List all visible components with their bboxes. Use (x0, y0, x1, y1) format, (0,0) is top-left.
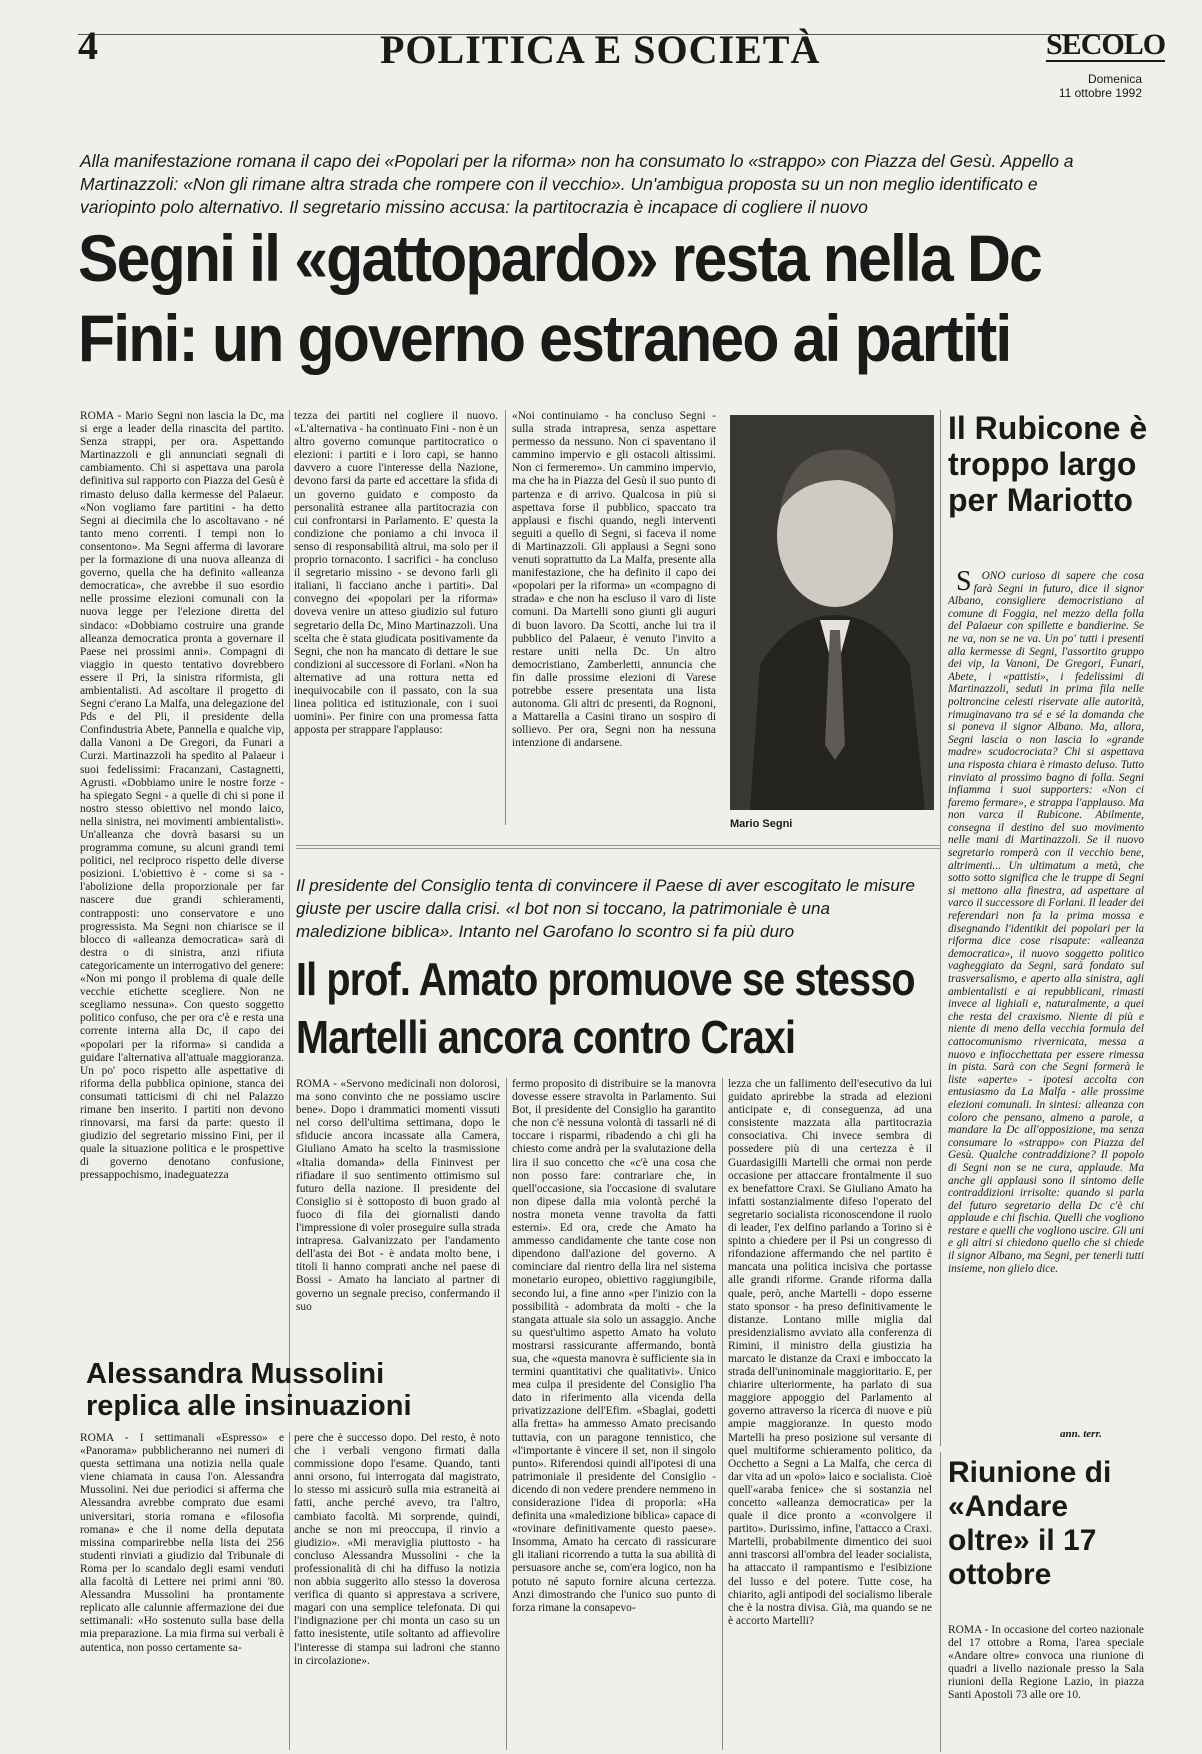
column-divider (505, 410, 506, 825)
sidebar-signature: ann. terr. (1060, 1428, 1102, 1440)
drop-cap: S (956, 570, 972, 597)
photo-caption: Mario Segni (730, 818, 793, 830)
amato-kicker: Il presidente del Consiglio tenta di convincere il Paese di aver escogitato le misure giuste per uscire dalla crisi. «I bot non si toccano, la patrimoniale è una maledizione biblica». Intanto nel Garofano lo scontro si fa più duro (296, 876, 915, 941)
column-divider (289, 410, 290, 1415)
amato-column-3-text: lezza che un fallimento dell'esecutivo da lui guidato aprirebbe la strada ad elezioni anticipate e, di conseguenza, ad una consistente mazzata alla partitocrazia consociativa. Chi invece sembra di possedere più di una certezza è il Guardasigilli Martelli che ormai non perde occasione per attaccare frontalmente il suo ex benefattore Craxi. Se Giuliano Amato ha infatti sostanzialmente difeso l'operato del segretario socialista riconoscendone il ruolo di leader, l'ex delfino parlando a Torino si è spinto a chiedere per il Psi un congresso di rifondazione affermando che nel partito è mancata una politica incisiva che portasse alle grandi riforme. Grande riforma dalla quale, però, anche Martelli - dopo esserne stato sponsor - ha preso definitivamente le distanze. Lontano mille miglia dal presidenzialismo avviato alla conferenza di Rimini, il ministro della giustizia ha marcato le distanze da Craxi e imboccato la strada dell'uninominale maggioritario. E, per chiarire ulteriormente, ha parlato di sua maggiore appoggio del Parlamento al governo attraverso la ricerca di nuove e più ampie maggioranze. In questo modo Martelli ha preso posizione sul versante di quel multiforme schieramento politico, da Occhetto a Segni a La Malfa, che cerca di dar vita ad un «polo» laico e socialista. Cioè quell'«araba fenice» che si sostanzia nel concetto «alleanza democratica» per la quale il dice pronto a «convolgere il partito». Durissimo, infine, l'attacco a Craxi. Martelli, probabilmente dimentico dei suoi anni trascorsi all'ombra del leader socialista, ha attaccato il rampantismo e l'esibizione del lusso e del potere. Tutte cose, ha chiarito, agli antipodi del socialismo liberale che è la nostra divisa. Già, ma quando se ne è accorto Martelli? (728, 1078, 932, 1627)
lead-column-2-text: tezza dei partiti nel cogliere il nuovo. «L'alternativa - ha continuato Fini - non è un altro governo comunque partitocratico o elezioni: i partiti e i loro capi, se hanno davvero a cuore l'interesse della Nazione, devono farsi da parte ed accettare la sfida di un governo guidato e composto da personalità estranee alla partitocrazia con cui confrontarsi in Parlamento. E' questa la condizione che poniamo a chi invoca il senso di responsabilità altrui, ma solo per il proprio tornaconto. I sacrifici - ha concluso il segretario missino - se devono farli gli italiani, li facciano anche i partiti». Dal convegno dei «popolari per la riforma» doveva venire un atteso giudizio sul futuro segretario della Dc, Mino Martinazzoli. Una scelta che è stata giudicata positivamente da Segni, che non ha mancato di dettare le sue condizioni al successore di Forlani. «Non ha alternative ad una rottura netta ed inequivocabile con il passato, con la sua linea politica ed istituzionale, con i suoi uomini». Per finire con una promessa fatta apposta per strappare l'applauso: (294, 410, 498, 737)
amato-column-1-text: ROMA - «Servono medicinali non dolorosi, ma sono convinto che ne possiamo uscire bene». Dopo i drammatici momenti vissuti nel corso dell'ultima settimana, dopo le sfiducie ancora incassate alla Camera, Giuliano Amato ha scelto la trasmissione «Italia domanda» della Fininvest per rifiadare il suo sentimento ottimismo sul futuro della nazione. Il presidente del Consiglio si è sottoposto di buon grado al fuoco di fila dei giornalisti dando l'impressione di voler proseguire sulla strada intrapresa. Galvanizzato per l'andamento dell'asta dei Bot - è andata molto bene, i titoli li hanno comprati anche nel paese di Bossi - Amato ha lanciato al partner di governo un segnale preciso, confermando il suo (296, 1078, 500, 1313)
portrait-illustration (730, 415, 934, 810)
mussolini-headline (86, 1358, 506, 1422)
sidebar-text: ONO curioso di sapere che cosa farà Segni in futuro, dice il signor Albano, consigliere democristiano al comune di Foggia, nel mezzo della folla del Palaeur con spillette e bandierine. Se ne va, non se ne va. Un po' tutti i presenti alla kermesse di Segni, l'assortito gruppo dei vip, la Vanoni, De Gregori, Funari, Abete, i «pattisti», i fedelissimi di Martinazzoli, seduti in prima fila nelle poltroncine celesti riservate alle autorità, rimuginavano tra sé e sé la domanda che si poneva il signor Albano. Ma, allora, Segni lascia o non lascia lo «grande madre» scudocrociata? Chi si aspettava una risposta chiara è rimasto deluso. Tutto rinviato al prossimo bagno di folla. Segni infiamma i suoi supporters: «Non ci faremo fermare», e strappa l'applauso. Ma non varca il Rubicone. Abilmente, consegna il destino del suo movimento nelle mani di Martinazzoli. Se il nuovo segretario romperà con il vecchio bene, altrimenti... Un ultimatum a metà, che sotto sotto significa che le truppe di Segni si mettono alla finestra, ad aspettare al varco il successore di Forlani. Il leader dei referendari non fa la prima mossa e disegnando l'identikit dei popolari per la riforma dice cose risapute: «alleanza democratica», il nuovo soggetto politico vagheggiato da Segni, sarà fondato sul trasversalismo, e aperto alla sinistra, agli ambientalisti e ai repubblicani, rimasti invece al lighiali e, naturalmente, a quei che resta del craxismo. Niente di più e niente di meno della vecchia formula del cattocomunismo rivernicata, messa a nuovo e infiocchettata per essere rimessa in pista. Sarà con che Segni formerà le liste «aperte» - ipotesi accolta con entusiasmo da La Malfa - alle prossime elezioni comunali. In sintesi: alleanza con coloro che pensano, almeno a parole, a mandare la Dc all'opposizione, ma senza consumare lo «strappo» con Piazza del Gesù. Qualche contraddizione? Il popolo di Segni non se ne cura, applaude. Ma anche gli applausi sono il sintomo delle contraddizioni irrisolte: quando si parla del futuro segretario della Dc c'è chi applaude e chi fischia. Quelli che vogliono restare e quelli che vogliono uscire. Gli uni e gli altri si chiedono quello che si chiede il signor Albano, ma Segni, per tenerli tutti insieme, non glielo dice. (948, 570, 1144, 1275)
mussolini-column-2 (294, 1432, 500, 1750)
page-number: 4 (78, 23, 98, 68)
newspaper-logo: SECOLO (1046, 28, 1166, 61)
riunione-body (948, 1624, 1144, 1750)
amato-column-2 (512, 1078, 716, 1750)
mussolini-headline-line-1: Alessandra Mussolini (86, 1358, 385, 1390)
issue-date: 11 ottobre 1992 (1058, 86, 1142, 100)
column-divider (722, 1078, 723, 1750)
sidebar-divider (940, 410, 941, 1446)
lead-column-3-text: «Noi continuiamo - ha concluso Segni - sulla strada intrapresa, senza aspettare permesso da nessuno. Non ci spaventano il cammino impervio e gli ostacoli altissimi. Non ci fermeremo». Un cammino impervio, ma che ha in Piazza del Gesù il suo punto di partenza e di arrivo. Qualcosa in più si aspettava forse il pubblico, spaccato tra applausi e fischi quando, negli interventi seguiti a quello di Segni, si faceva il nome di Martinazzoli. Gli applausi a Segni sono venuti soprattutto da La Malfa, presente alla manifestazione, che ha definito il capo dei «popolari per la riforma» un «compagno di strada» e che non ha escluso il varo di liste comuni. Da Martelli sono giunti gli auguri di buon lavoro. Da Scotti, anche lui tra il pubblico del Palaeur, è venuto l'invito a restare uniti nella Dc. Un altro democristiano, Zamberletti, annuncia che fin dalle prossime elezioni di Varese potrebbe essere presentata una lista autonoma. Gli altri dc presenti, da Rognoni, a Mattarella a Casini tirano un sospiro di sollievo. Per ora, Segni non ha nessuna intenzione di andarsene. (512, 410, 716, 750)
mussolini-headline-line-2: replica alle insinuazioni (86, 1390, 412, 1422)
lead-column-1 (80, 410, 284, 1415)
lead-column-1-text: ROMA - Mario Segni non lascia la Dc, ma si erge a leader della rinascita del partito. Senza strappi, per ora. Aspettando Martinazzoli e gli annunciati segnali di cambiamento. Chi si aspettava una parola definitiva sul rapporto con Piazza del Gesù è rimasto deluso dalla kermesse del Palaeur. «Non vogliamo fare partitini - ha detto Segni ai diecimila che lo ascoltavano - né tanto meno correnti. I tempi non lo consentono». Ma Segni afferma di lavorare per la formazione di una nuova alleanza di governo, quella che ha definito «alleanza democratica», che avrebbe il suo esordio nelle prossime elezioni comunali con la nuova legge per l'elezione diretta del sindaco: «Dobbiamo costruire una grande alleanza democratica pronta a governare il Paese nei prossimi anni». Compagni di viaggio in questo tentativo dovrebbero essere il Pri, la sinistra riformista, gli ambientalisti. Ad ascoltare il progetto di Segni c'erano La Malfa, una delegazione del Pds e del Pli, il presidente della Confindustria Abete, Pannella e qualche vip, dalla Vanoni a De Gregori, da Funari a Curzi. Martinazzoli ha spedito al Palaeur i suoi fedelissimi: Fracanzani, Castagnetti, Agrusti. «Dobbiamo unire le nostre forze - ha spiegato Segni - a quelle di chi si pone il nostro stesso obiettivo nel mondo laico, nella sinistra, nei movimenti ambientalisti». Un'alleanza che dovrà basarsi su un programma comune, su alcuni grandi temi politici, nel reciproco rispetto delle diverse posizioni. L'obiettivo è - come si sa - l'abolizione della proporzionale per far nascere due grandi schieramenti, contrapposti: uno conservatore e uno progressista. Ma Segni non chiarisce se il blocco di «alleanza democratica» sarà di destra o di sinistra, anzi rifiuta categoricamente un interrogativo del genere: «Non mi pongo il problema di quale delle vecchie etichette scegliere. Non ne scegliamo nessuna». Con questo soggetto politico confuso, che per ora c'è e resta una corrente interna alla Dc, il capo dei «popolari per la riforma» si candida a guidare l'alternativa all'attuale maggioranza. Un po' poco rispetto alle aspettative di riforma della pubblica opinione, stanca dei consumati tatticismi di chi nel Palazzo rimane ben inserito. I partiti non devono rinnovarsi, ma farsi da parte: questo il giudizio del segretario missino Fini, per il quale la situazione politica e le prospettive di governo denotano confusione, pressappochismo, inadeguatezza (80, 410, 284, 1182)
column-divider (506, 1078, 507, 1750)
column-divider (289, 1432, 290, 1750)
amato-column-3 (728, 1078, 932, 1750)
amato-headline-line-1: Il prof. Amato promuove se stesso (296, 953, 915, 1005)
amato-headline-line-2: Martelli ancora contro Craxi (296, 1011, 796, 1063)
lead-headline-line-1: Segni il «gattopardo» resta nella Dc (78, 221, 1041, 295)
section-title: POLITICA E SOCIETÀ (380, 27, 821, 72)
lead-column-2 (294, 410, 498, 825)
amato-column-2-text: fermo proposito di distribuire se la manovra dovesse essere stravolta in Parlamento. Sui Bot, il presidente del Consiglio ha garantito che non c'è nessuna volontà di tassarli né di toccare i risparmi, ribadendo a chi gli ha chiesto come andrà per la svalutazione della lira il suo concetto che «c'è una cosa che non posso fare: contrariare che, in quell'occasione, sia l'occasione di svalutare non dipese dalla mia volontà perché la nostra moneta venne travolta da fatti esterni». Ed ora, crede che Amato ha ammesso candidamente che tante cose non dipendono dall'azione del governo. A cominciare dal rientro della lira nel sistema monetario europeo, obiettivo raggiungibile, secondo lui, a fine anno «per l'inizio con la possibilità - adombrata da molti - che la stangata attuale sia solo un assaggio. Anche su quest'ultimo aspetto Amato ha voluto mostrarsi rassicurante affermando, bontà sua, che «questa manovra è sufficiente sia in termini quantitativi che qualitativi». Unico mea culpa il presidente del Consiglio l'ha dato in riferimento alla vicenda della privatizzazione dell'Efim. «Sbaglai, godetti alla fretta» ha ammesso Amato precisando tuttavia, con un paragone tennistico, che «l'importante è vincere il set, non il singolo punto». Riferendosi quindi all'ipotesi di una patrimoniale il presidente del Consiglio - dicendo di non vedere prendere nemmeno in considerazione l'idea di proporla: «Ha definita una «maledizione biblica» capace di «rovinare definitivamente questo paese». Insomma, Amato ha cercato di rassicurare gli italiani ricorrendo a tutta la sua abilità di persuasore anche se, com'era logico, non ha potuto né saputo fornire alcuna certezza. Anzi dimostrando che l'unico suo punto di forza rimane la consapevo- (512, 1078, 716, 1614)
lead-column-3 (512, 410, 716, 825)
lead-kicker: Alla manifestazione romana il capo dei «Popolari per la riforma» non ha consumato lo «strappo» con Piazza del Gesù. Appello a Martinazzoli: «Non gli rimane altra strada che rompere con il vecchio». Un'ambigua proposta su un non meglio identificato e variopinto polo alternativo. Il segretario missino accusa: la partitocrazia è incapace di cogliere il nuovo (80, 151, 1074, 217)
riunione-headline: Riunione di «Andare oltre» il 17 ottobre (948, 1456, 1112, 1591)
riunione-text: ROMA - In occasione del corteo nazionale del 17 ottobre a Roma, l'area speciale «Andare oltre» convoca una riunione di quadri a livello nazionale presso la Sala riunioni della Regione Lazio, in piazza Santi Apostoli 73 alle ore 10. (948, 1624, 1144, 1702)
lead-headline (78, 218, 1053, 378)
riunione-divider (940, 1452, 941, 1752)
mussolini-column-1-text: ROMA - I settimanali «Espresso» e «Panorama» pubblicheranno nei numeri di questa settimana una notizia nella quale viene chiamata in causa l'on. Alessandra Mussolini. Nei due periodici si afferma che Alessandra avrebbe comprato due esami universitari, storia romana e «filosofia romana» e che il nome della deputata missina comparirebbe nella lista dei 256 studenti rinviati a giudizio dal Tribunale di Roma per lo scandalo degli esami venduti alla facoltà di Lettere nei primi anni '80. Alessandra Mussolini ha prontamente replicato alle calunnie affermazione dei due settimanali: «Ho sostenuto sulla base della mia preparazione. La mia firma sui verbali è autentica, non posso certamente sa- (80, 1432, 284, 1654)
amato-headline (296, 950, 915, 1066)
amato-column-1 (296, 1078, 500, 1350)
sidebar-headline: Il Rubicone è troppo largo per Mariotto (948, 410, 1148, 518)
mussolini-column-1 (80, 1432, 284, 1750)
mussolini-column-2-text: pere che è successo dopo. Del resto, è noto che i verbali vengono firmati dalla commissione dopo l'esame. Quando, tanti anni orsono, fui interrogata dal magistrato, lo stesso mi assicurò sulla mia estraneità ai fatti, anche perché avevo, tra l'altro, cambiato facoltà. Mi sorprende, quindi, anche se non mi preoccupa, il rinvio a giudizio». «Mi meraviglia piuttosto - ha concluso Alessandra Mussolini - che la professionalità di chi ha diffuso la notizia non abbia suggerito allo stesso la doverosa verifica di quanto si apprestava a scrivere, magari con una semplice telefonata. Di qui l'indignazione per chi monta un caso su un fatto inesistente, utile soltanto ad affievolire l'interesse di stampa sui ladroni che stanno in circolazione». (294, 1432, 500, 1667)
lead-headline-line-2: Fini: un governo estraneo ai partiti (78, 301, 1011, 375)
mario-segni-photo (730, 415, 934, 810)
sidebar-body (948, 570, 1144, 1400)
amato-top-rule (296, 845, 940, 849)
issue-day: Domenica (1087, 72, 1142, 86)
